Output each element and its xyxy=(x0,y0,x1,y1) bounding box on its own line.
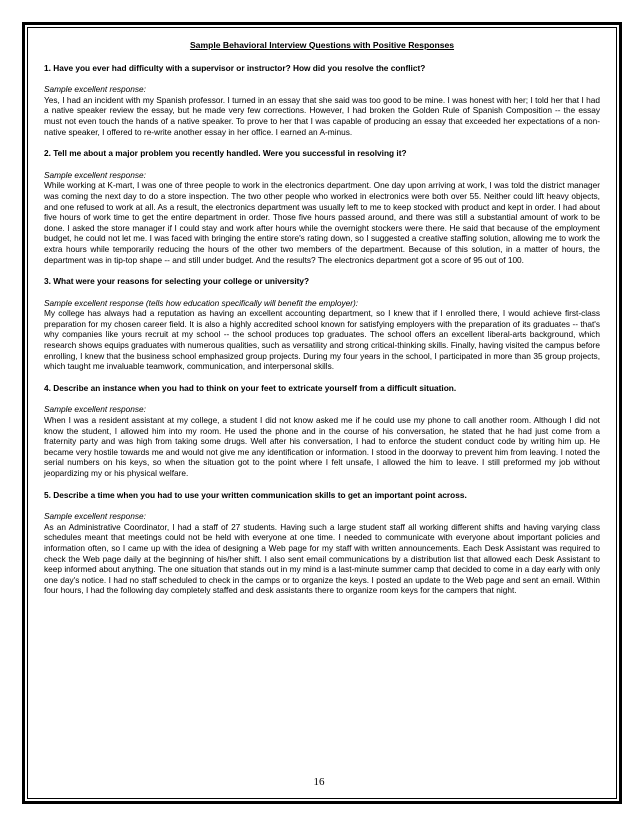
section-1 xyxy=(44,63,600,138)
question-heading: 5. Describe a time when you had to use your written communication skills to get an important point across. xyxy=(44,489,467,500)
question-heading: 1. Have you ever had difficulty with a supervisor or instructor? How did you resolve the conflict? xyxy=(44,62,426,73)
page-number: 16 xyxy=(313,776,325,788)
response-label: Sample excellent response: xyxy=(44,84,146,95)
response-text: When I was a resident assistant at my college, a student I did not know asked me if he could use my phone to call another room. Although I did not know the student, I allowed him into my room. He used the phone and in the course of his conversation, he stated that he had just come from a fraternity party and was high from taking some drugs. Well after his conversation, I had to enforce the student conduct code by writing him up. He became very hostile towards me and would not give me any identification or information. I stood in the doorway to prevent him from leaving. I noted the serial numbers on his keys, so when the situation got to the point where I felt unsafe, I allowed the him to leave. I still preformed my job without jeopardizing my or his physical welfare. xyxy=(44,415,600,478)
response-text: My college has always had a reputation as having an excellent accounting department, so I knew that if I enrolled there, I would achieve first-class preparation for my chosen career field. It is also a highly accredited school known for satisfying employers with the preparation of its graduates -- that's why companies like yours recruit at my school -- the school produces top graduates. The school offers an excellent liberal-arts background, which research shows equips graduates with numerous qualities, such as versatility and strong critical-thinking skills. Finally, having visited the campus before enrolling, I knew that the business school emphasized group projects. During my four years in the school, I participated in more than 35 group projects, which taught me invaluable teamwork, communication, and interpersonal skills. xyxy=(44,308,601,372)
document-body xyxy=(44,40,600,607)
response-label: Sample excellent response (tells how education specifically will benefit the employer): xyxy=(44,297,359,308)
section-2 xyxy=(44,148,600,265)
section-5 xyxy=(44,490,600,596)
section-3 xyxy=(44,276,600,372)
response-label: Sample excellent response: xyxy=(44,511,146,522)
response-text: Yes, I had an incident with my Spanish professor. I turned in an essay that she said was too good to be mine. I was honest with her; I told her that I had a native speaker review the essay, but he made very few corrections. However, I had broken the Golden Rule of Spanish Composition -- the essay must not even touch the hands of a native speaker. To prove to her that I was capable of producing an essay that exceeded her expectations of a non-native speaker, I offered to re-write another essay in her office. I earned an A-minus. xyxy=(44,94,600,137)
response-label: Sample excellent response: xyxy=(44,404,146,415)
question-heading: 2. Tell me about a major problem you recently handled. Were you successful in resolving it? xyxy=(44,148,407,159)
response-text: As an Administrative Coordinator, I had a staff of 27 students. Having such a large student staff all working different shifts and having varying class schedules meant that meetings could not be held with everyone at one time. I needed to communicate with everyone about important policies and information often, so I came up with the idea of designing a Web page for my staff with written announcements. Each Desk Assistant was required to check the Web page daily at the beginning of his/her shift. I also sent email communications by a distribution list that allowed each Desk Assistant to keep informed about anything. The one situation that stands out in my mind is a last-minute summer camp that decided to come in a day early with only one day's notice. I had no staff scheduled to check in the camps or to organize the keys. I posted an update to the Web page and sent an email. Within four hours, I had the following day completely staffed and desk assistants there to organize room keys for the campers that night. xyxy=(44,521,600,596)
question-heading: 4. Describe an instance when you had to think on your feet to extricate yourself from a difficult situation. xyxy=(44,382,457,393)
response-text: While working at K-mart, I was one of three people to work in the electronics department. One day upon arriving at work, I was told the district manager was coming the next day to do a store inspection. The two other people who worked in electronics were both over 55. Neither could lift heavy objects, and one refused to work at all. As a result, the electronics department was usually left to me to keep stocked with product and kept in order. I had about five hours of work time to get the entire department in order. Those five hours passed around, and there was still a substantial amount of work to be done. I asked the store manager if I could stay and work after hours while the overnight stockers were there. He said that because of the employment budget, he could not let me. I was faced with bringing the entire store's rating down, so I suggested a creative staffing solution, allowing me to work the extra hours while temporarily reducing the hours of the other two members of the department. Because of this solution, in a matter of hours, the department was in tip-top shape -- and still under budget. And the results? The electronics department got a score of 95 out of 100. xyxy=(44,180,600,265)
question-heading: 3. What were your reasons for selecting your college or university? xyxy=(44,276,310,287)
document-title: Sample Behavioral Interview Questions with Positive Responses xyxy=(189,40,455,50)
response-label: Sample excellent response: xyxy=(44,169,146,180)
section-4 xyxy=(44,383,600,479)
